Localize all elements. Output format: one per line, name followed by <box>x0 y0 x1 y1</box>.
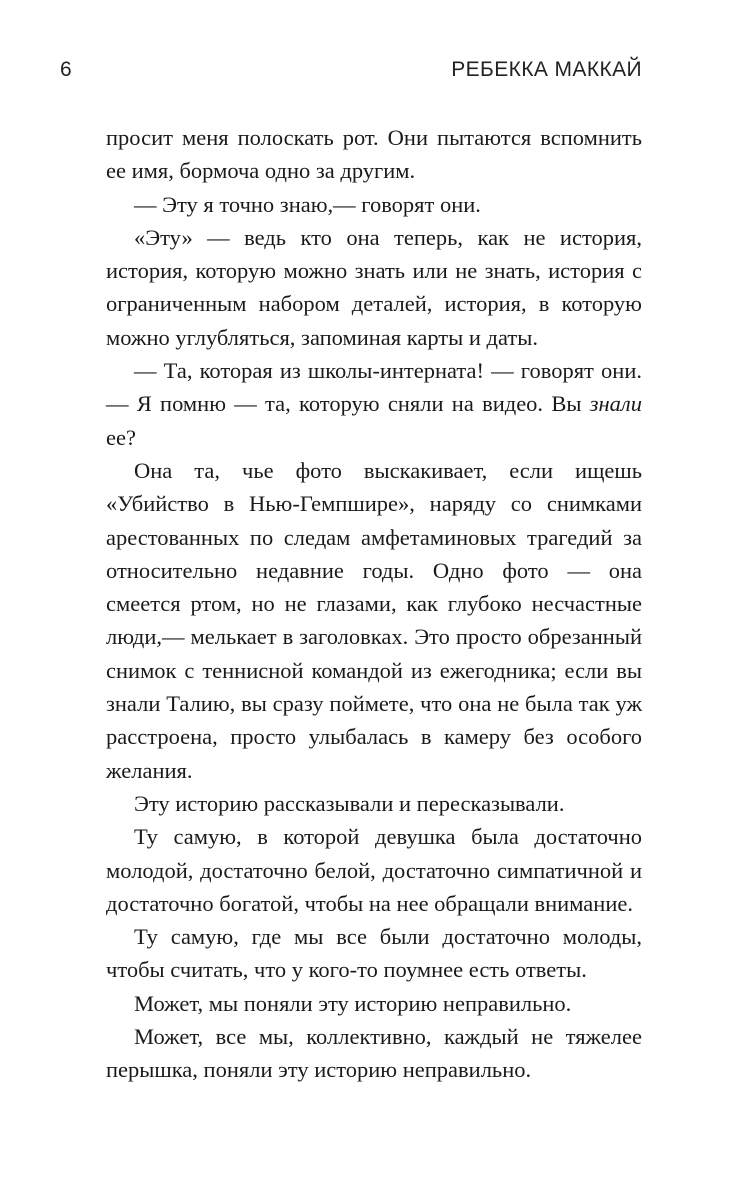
body-text <box>106 121 642 1087</box>
paragraph: Эту историю рассказывали и пересказывали. <box>134 790 565 816</box>
italic-word: знали <box>589 391 642 417</box>
paragraph: — Эту я точно знаю,— говорят они. <box>134 191 481 217</box>
paragraph: «Эту» — ведь кто она теперь, как не история, история, которую можно знать или не знать, история с ограниченным набором деталей, история, в которую можно углубляться, запоминая карты и даты. <box>106 224 642 350</box>
page-header <box>60 58 642 88</box>
paragraph-text: — Та, которая из школы-интерната! — говорят они.— Я помню — та, которую сняли на видео. Вы <box>106 358 642 417</box>
paragraph: просит меня полоскать рот. Они пытаются вспомнить ее имя, бормоча одно за другим. <box>106 125 642 184</box>
page-number: 6 <box>60 58 72 81</box>
paragraph-text: ее? <box>106 424 136 450</box>
paragraph: Ту самую, в которой девушка была достаточно молодой, достаточно белой, достаточно симпатичной и достаточно богатой, чтобы на нее обращали внимание. <box>106 824 642 916</box>
paragraph: Она та, чье фото выскакивает, если ищешь «Убийство в Нью-Гемпшире», наряду со снимками арестованных по следам амфетаминовых трагедий за относительно недавние годы. Одно фото — она смеется ртом, но не глазами, как глубоко несчастные люди,— мелькает в заголовках. Это просто обрезанный снимок с теннисной командой из ежегодника; если вы знали Талию, вы сразу поймете, что она не была так уж расстроена, просто улыбалась в камеру без особого желания. <box>106 457 642 783</box>
paragraph: Может, мы поняли эту историю неправильно. <box>134 990 572 1016</box>
paragraph: Может, все мы, коллективно, каждый не тяжелее перышка, поняли эту историю неправильно. <box>106 1024 642 1083</box>
paragraph: Ту самую, где мы все были достаточно молоды, чтобы считать, что у кого-то поумнее есть ответы. <box>106 924 642 983</box>
paragraph <box>106 354 642 454</box>
running-head-author: РЕБЕККА МАККАЙ <box>451 58 642 81</box>
